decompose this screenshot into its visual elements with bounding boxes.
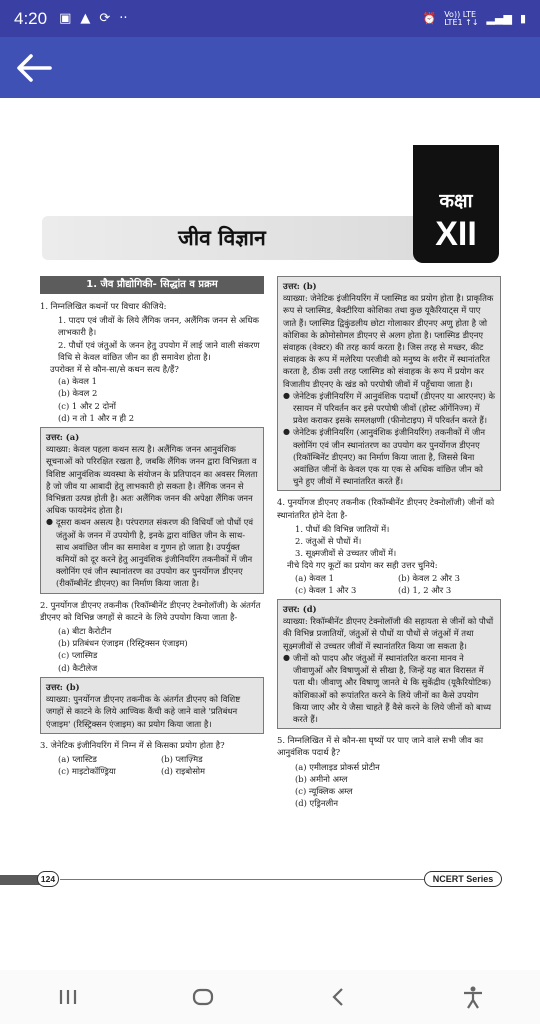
answer-1-text: व्याख्या: केवल पहला कथन सत्य है। अलैंगिक जनन आनुवंशिक सूचनाओं को परिरक्षित रखता है, जबकि लैंगिक जनन द्वारा विभिन्नता व विशिष्ट आनुवंशिक व्यवस्था के संयोजन के प्रतिपादन का अवसर मिलता है जो जीव या आबादी हेतु लाभकारी हो सकता है। लैंगिक जनन से विभिन्नता उत्पन्न होती है। अतः अलैंगिक जनन की अपेक्षा लैंगिक जनन अधिक फायदेमंद होता है। <box>46 444 258 516</box>
answer-1-bullet: ● दूसरा कथन असत्य है। परंपरागत संकरण की विधियाँ जो पौधों एवं जंतुओं के जनन में उपयोगी है, इनके द्वारा वांछित जीन के साथ-साथ अवांछित जीन का समावेश व गुणन हो जाता है। उपर्युक्त कमियों को दूर करने हेतु आनुवंशिक इंजीनियरिंग तकनीकों में जीन क्लोनिंग एवं जीन स्थानांतरण का उपयोग कर पुनर्योगज डीएनए (रीकॉम्बीनेंट डीएनए) का निर्माण किया जाता है। <box>46 516 258 589</box>
option: (d) 1, 2 और 3 <box>398 584 452 595</box>
answer-4-text: व्याख्या: रिकॉम्बीनेंट डीएनए टेक्नोलॉजी की सहायता से जीनों को पौधों की विभिन्न प्रजातियों, जंतुओं से पौधों या पौधों से जंतुओं में तथा सूक्ष्मजीवों से उच्चतर जीवों में स्थानांतरित किया जा सकता है। <box>283 616 494 651</box>
question-1-statement-2: 2. पौधों एवं जंतुओं के जनन हेतु उपयोग में लाई जाने वाली संकरण विधि से केवल वांछित जीन का ही समावेश होता है। <box>58 339 260 362</box>
sync-icon: ⟳ <box>99 11 111 26</box>
question-5: 5. निम्नलिखित में से कौन-सा घृष्यों पर पाए जाने वाले सभी जीव का आनुवंशिक पदार्थ है? <box>277 735 484 758</box>
question-4: 4. पुनर्योगज डीएनए तकनीक (रिकॉम्बीनेंट डीएनए टेक्नोलॉजी) जीनों को स्थानांतरित होने देता है- <box>277 497 495 520</box>
question-2: 2. पुनर्योगज डीएनए तकनीक (रिकॉम्बीनेंट डीएनए टेक्नोलॉजी) के अंतर्गत डीएनए को विभिन्न जगहों से काटने के लिये उपयोग किया जाता है- <box>40 599 261 622</box>
option: (a) केवल 1 <box>58 376 97 387</box>
question-3: 3. जेनेटिक इंजीनियरिंग में निम्न में से किसका प्रयोग होता है? <box>40 739 225 750</box>
back-icon[interactable] <box>318 977 358 1017</box>
page-number: 124 <box>37 871 59 887</box>
question-3-options <box>40 765 264 777</box>
section-title: 1. जैव प्रौद्योगिकी- सिद्धांत व प्रक्रम <box>40 276 264 294</box>
answer-1 <box>40 427 264 594</box>
document-page <box>0 98 540 970</box>
answer-3-bullet-1: ● जेनेटिक इंजीनियरिंग में आनुवंशिक पदार्थों (डीएनए या आरएनए) के रसायन में परिवर्तन कर इसे परपोषी जीवों (होस्ट ऑर्गेनिज्म) में प्रवेश कराकर इसके समलक्षणी (फीनोटाइप) में परिवर्तन करते हैं। <box>283 390 495 427</box>
option: (c) 1 और 2 दोनों <box>58 400 116 411</box>
option: (a) एमीलाइड प्रोकर्स प्रोटीन <box>295 761 380 772</box>
question-4-options <box>277 584 501 596</box>
class-label: कक्षा <box>439 190 473 212</box>
answer-1-heading: उत्तर: (a) <box>46 432 80 443</box>
option: (c) न्यूक्लिक अम्ल <box>295 785 353 796</box>
subject-title: जीव विज्ञान <box>178 225 266 250</box>
accessibility-icon[interactable] <box>453 977 493 1017</box>
option: (d) कैटीलेज <box>58 662 98 673</box>
answer-3-text: व्याख्या: जेनेटिक इंजीनियरिंग में प्लास्मिड का प्रयोग होता है। प्राकृतिक रूप से प्लास्मिड, बैक्टीरिया कोशिका तथा कुछ यूकैरियाट्स में पाए जाते हैं। प्लास्मिड द्विकुंडलीय छोटा गोलाकार डीएनए अणु होता है जो कोशिका के क्रोमोसोमल डीएनए से अलग होता है। प्लास्मिड डीएनए संवाहक (वेक्टर) की तरह कार्य करता है। जिस तरह से मच्छर, कीट संवाहक के रूप में मलेरिया परजीवी को मनुष्य के शरीर में स्थानांतरित करता है, ठीक उसी तरह प्लास्मिड को संवाहक के रूप में प्रयोग कर विजातीय डीएनए के खंड को परपोषी जीवों में पहुँचाया जाता है। <box>283 293 494 389</box>
answer-4 <box>277 599 501 729</box>
question-4-prompt: नीचे दिये गए कूटों का प्रयोग कर सही उत्तर चुनिये: <box>287 560 438 571</box>
home-icon[interactable] <box>183 977 223 1017</box>
question-1-prompt: उपरोक्त में से कौन-सा/से कथन सत्य है/हैं? <box>50 364 179 375</box>
option: (c) प्लास्मिड <box>58 650 98 661</box>
answer-4-bullet: ● जीनों को पादप और जंतुओं में स्थानांतरित करना मानव ने जीवाणुओं और विषाणुओं से सीखा है, जिन्हें यह बात विरासत में पता थी। जीवाणु और विषाणु जानते थे कि सुकेंद्रीय (यूकैरियोटिक) कोशिकाओं को रूपांतरित करने के लिये जीनों का कैसे उपयोग किया जाए और ये जैसा चाहते हैं वैसे करने के लिये जीनों को बाध्य करते हैं। <box>283 652 495 725</box>
question-4-item: 1. पौधों की विभिन्न जातियों में। <box>295 523 390 534</box>
footer-rule <box>60 879 424 880</box>
series-label: NCERT Series <box>424 871 502 887</box>
answer-3-bullet-2: ● जेनेटिक इंजीनियरिंग (आनुवंशिक इंजीनियरिंग) तकनीकों में जीन क्लोनिंग एवं जीन स्थानांतरण का उपयोग कर पुनर्योगज डीएनए (रिकॉम्बिनेंट डीएनए) का निर्माण किया जाता है, जिससे बिना अवांछित जीनों के केवल एक या एक से अधिक वांछित जीन को चुने हुए जीवों में स्थानांतरित करते हैं। <box>283 426 495 487</box>
question-4-item: 2. जंतुओं से पौधों में। <box>295 536 362 547</box>
status-time: 4:20 <box>14 8 48 28</box>
network-label: Vo)) LTE LTE1 ↑↓ <box>444 9 479 27</box>
option: (d) एड्रिनलीन <box>295 798 338 809</box>
question-4-item: 3. सूक्ष्मजीवों से उच्चतर जीवों में। <box>295 548 397 559</box>
left-column <box>40 276 264 777</box>
signal-icon: ▂▄▆ <box>486 12 512 25</box>
gallery-icon: ▣ <box>59 11 72 26</box>
option: (b) प्लाज़्मिड <box>161 753 203 764</box>
battery-icon: ▮ <box>519 12 526 25</box>
question-4-options <box>277 572 501 584</box>
class-badge <box>413 145 499 263</box>
option: (a) प्लास्टिड <box>58 753 97 764</box>
option: (c) केवल 1 और 3 <box>295 584 357 595</box>
answer-2-text: व्याख्या: पुनर्योगज डीएनए तकनीक के अंतर्गत डीएनए को विशिष्ट जगहों से काटने के लिये आण्विक कैंची कहे जाने वाले 'प्रतिबंधन एंजाइम' (रिस्ट्रिक्सन एंजाइम) का प्रयोग किया जाता है। <box>46 694 241 729</box>
footer-bar <box>0 875 40 885</box>
more-notifications-icon: ·· <box>119 11 128 26</box>
class-number: XII <box>435 215 477 253</box>
option: (d) न तो 1 और न ही 2 <box>58 412 135 423</box>
option: (b) केवल 2 <box>58 388 98 399</box>
answer-3-heading: उत्तर: (b) <box>283 281 317 291</box>
question-1: 1. निम्नलिखित कथनों पर विचार कीजिये: <box>40 301 167 311</box>
answer-3 <box>277 276 501 491</box>
alarm-icon: ⏰ <box>422 12 437 25</box>
recent-apps-icon[interactable] <box>48 977 88 1017</box>
status-bar <box>0 0 540 37</box>
option: (a) केवल 1 <box>295 572 334 583</box>
answer-2-heading: उत्तर: (b) <box>46 681 80 692</box>
app-bar <box>0 37 540 98</box>
option: (a) बीटा कैरोटीन <box>58 626 112 637</box>
back-arrow-icon[interactable] <box>16 48 56 88</box>
question-1-statement-1: 1. पादप एवं जीवों के लिये लैंगिक जनन, अलैंगिक जनन से अधिक लाभकारी है। <box>58 315 259 338</box>
page-footer <box>0 871 540 887</box>
right-column <box>277 276 501 809</box>
option: (c) माइटोकॉण्ड्रिया <box>58 766 116 777</box>
answer-4-heading: उत्तर: (d) <box>283 604 317 615</box>
answer-2 <box>40 677 264 734</box>
drive-icon: ▲ <box>80 11 91 26</box>
question-3-options <box>40 753 264 765</box>
option: (b) अमीनो अम्ल <box>295 773 348 784</box>
option: (d) राइबोसोम <box>161 766 206 777</box>
system-nav-bar <box>0 970 540 1024</box>
option: (b) केवल 2 और 3 <box>398 572 460 583</box>
option: (b) प्रतिबंधन एंजाइम (रिस्ट्रिक्सन एंजाइम) <box>58 638 188 649</box>
